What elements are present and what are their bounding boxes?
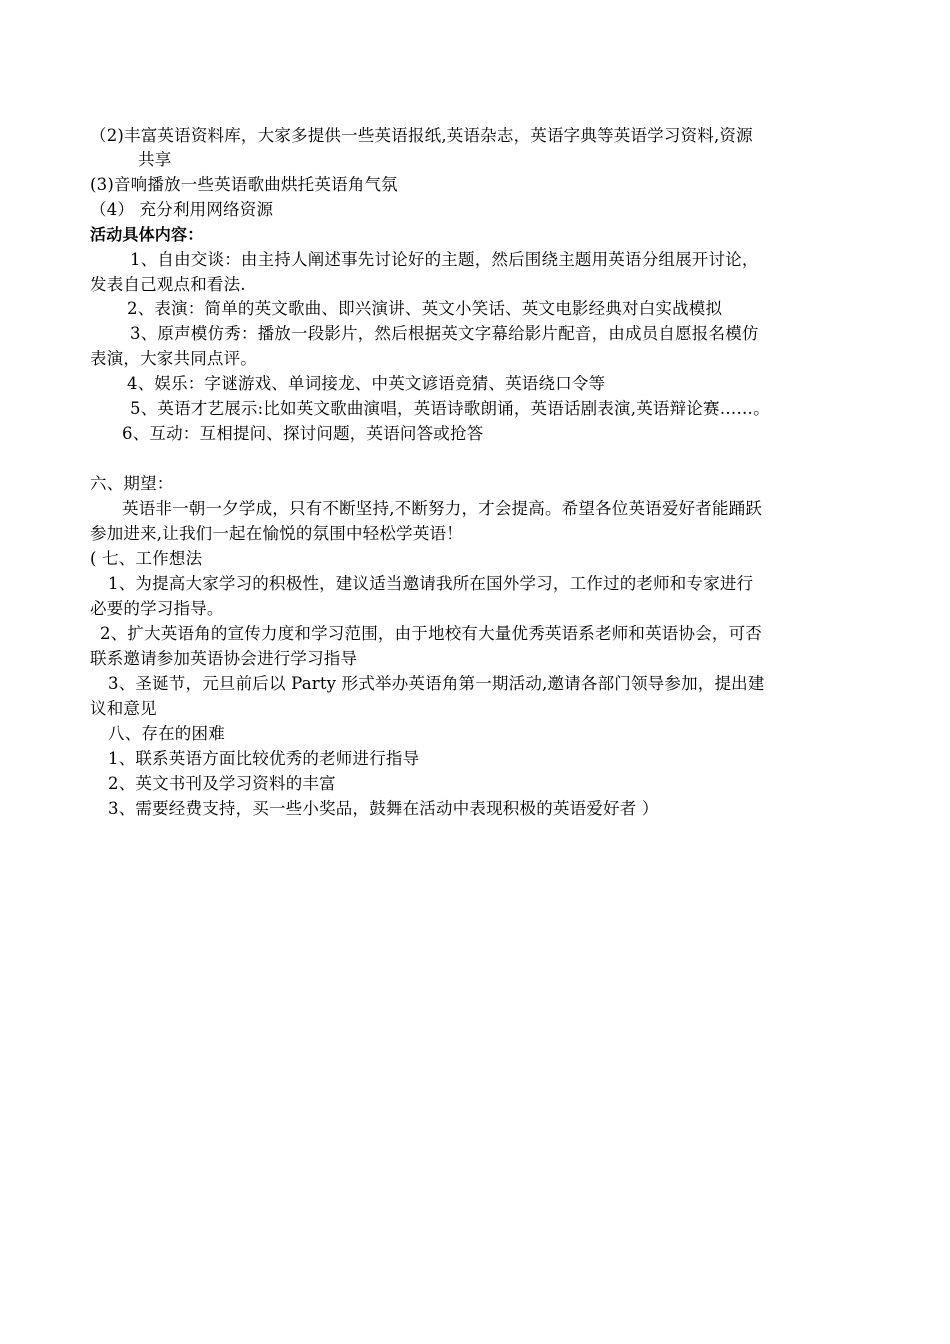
- performance-line: 2、表演：简单的英文歌曲、即兴演讲、英文小笑话、英文电影经典对白实战模拟: [127, 299, 723, 318]
- expectation-heading: 六、期望：: [90, 474, 174, 493]
- work-idea-1-line: 1、为提高大家学习的积极性，建议适当邀请我所在国外学习，工作过的老师和专家进行: [108, 574, 754, 593]
- difficulty-2-line: 2、英文书刊及学习资料的丰富: [108, 774, 336, 793]
- work-idea-2-line: 2、扩大英语角的宣传力度和学习范围，由于地校有大量优秀英语系老师和英语协会，可否: [100, 624, 762, 643]
- work-idea-1-line-cont: 必要的学习指导。: [90, 599, 224, 618]
- talent-show-line: 5、英语才艺展示:比如英文歌曲演唱，英语诗歌朗诵，英语话剧表演,英语辩论赛……。: [130, 399, 770, 418]
- dubbing-line: 3、原声模仿秀：播放一段影片，然后根据英文字幕给影片配音，由成员自愿报名模仿: [130, 324, 759, 343]
- work-ideas-heading: ( 七、工作想法: [90, 549, 203, 568]
- resource-library-line-cont: 共享: [138, 150, 172, 169]
- free-talk-line-cont: 发表自己观点和看法.: [90, 275, 246, 294]
- difficulty-1-line: 1、联系英语方面比较优秀的老师进行指导: [108, 749, 420, 768]
- expectation-line-cont: 参加进来,让我们一起在愉悦的氛围中轻松学英语！: [90, 524, 463, 543]
- activity-content-heading: 活动具体内容：: [90, 225, 204, 244]
- entertainment-line: 4、娱乐：字谜游戏、单词接龙、中英文谚语竞猜、英语绕口令等: [127, 374, 606, 393]
- network-resource-line: （4） 充分利用网络资源: [90, 200, 274, 219]
- free-talk-line: 1、自由交谈：由主持人阐述事先讨论好的主题，然后围绕主题用英语分组展开讨论，: [130, 250, 759, 269]
- difficulties-heading: 八、存在的困难: [108, 724, 225, 743]
- work-idea-3-line-cont: 议和意见: [90, 699, 157, 718]
- music-line: (3)音响播放一些英语歌曲烘托英语角气氛: [90, 175, 398, 194]
- difficulty-3-line: 3、需要经费支持，买一些小奖品，鼓舞在活动中表现积极的英语爱好者 ）: [108, 799, 659, 818]
- interaction-line: 6、互动：互相提问、探讨问题，英语问答或抢答: [122, 424, 484, 443]
- expectation-line: 英语非一朝一夕学成，只有不断坚持,不断努力，才会提高。希望各位英语爱好者能踊跃: [122, 499, 763, 518]
- work-idea-2-line-cont: 联系邀请参加英语协会进行学习指导: [90, 649, 358, 668]
- dubbing-line-cont: 表演，大家共同点评。: [90, 349, 257, 368]
- work-idea-3-line: 3、圣诞节，元旦前后以 Party 形式举办英语角第一期活动,邀请各部门领导参加，提出建: [108, 674, 765, 693]
- resource-library-line: （2)丰富英语资料库，大家多提供一些英语报纸,英语杂志，英语字典等英语学习资料,资源: [90, 126, 753, 145]
